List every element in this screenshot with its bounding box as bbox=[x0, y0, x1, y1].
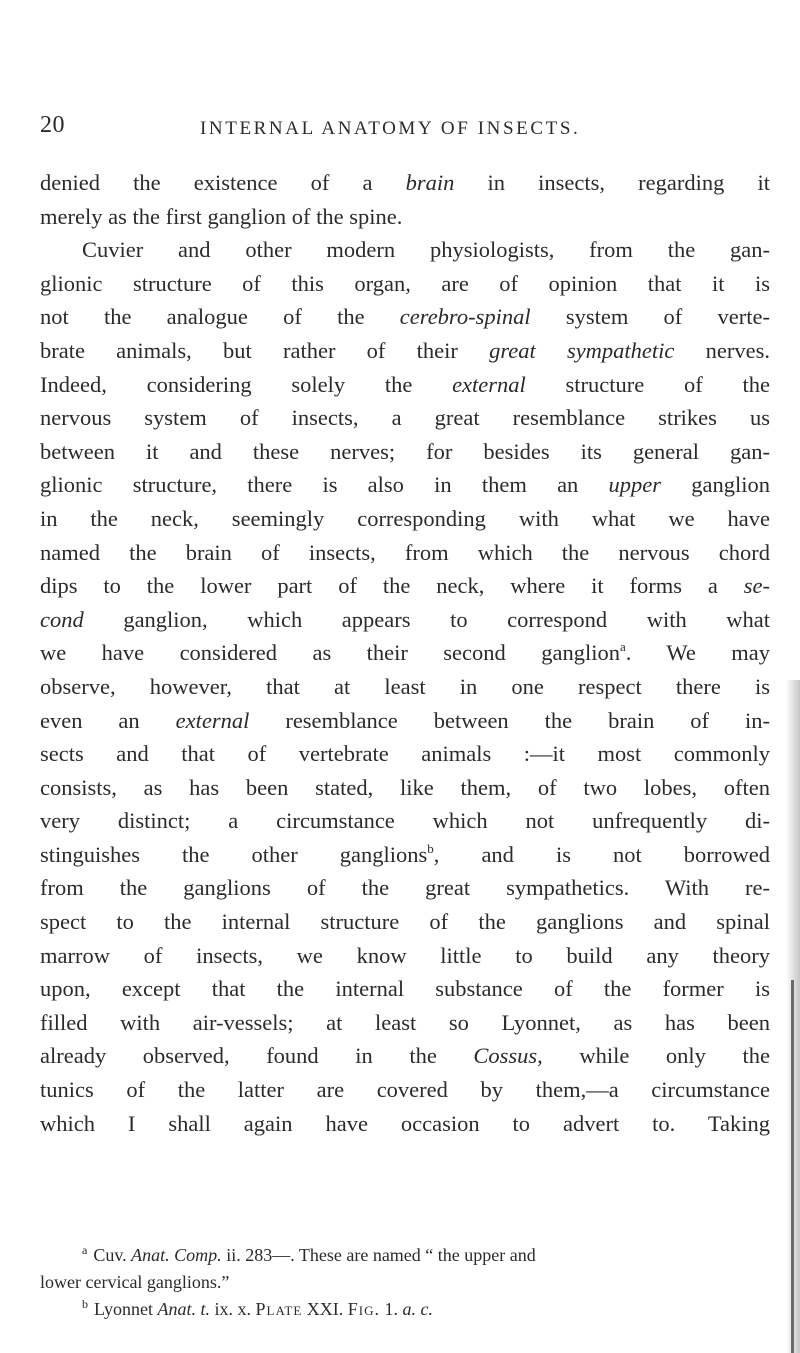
text-line: Cuvier and other modern physiologists, from the gan- bbox=[82, 237, 770, 263]
text-line: cond ganglion, which appears to correspond with what bbox=[40, 606, 770, 632]
text-line: marrow of insects, we know little to build any theory bbox=[40, 942, 770, 968]
text-line: observe, however, that at least in one respect there is bbox=[40, 673, 770, 699]
footnote-a-continued: lower cervical ganglions.” bbox=[40, 1272, 230, 1292]
text-line: between it and these nerves; for besides its general gan- bbox=[40, 438, 770, 464]
text-line: already observed, found in the Cossus, while only the bbox=[40, 1043, 770, 1069]
text-line: very distinct; a circumstance which not unfrequently di- bbox=[40, 808, 770, 834]
text-line: not the analogue of the cerebro-spinal system of verte- bbox=[40, 304, 770, 330]
text-line: upon, except that the internal substance of the former is bbox=[40, 976, 770, 1002]
page-edge-line bbox=[791, 980, 794, 1353]
text-line: filled with air-vessels; at least so Lyonnet, as has been bbox=[40, 1009, 770, 1035]
body-text bbox=[40, 166, 770, 1140]
footnote-a: $^a$ Cuv. Anat. Comp. ii. 283—. These are named “ the upper and bbox=[40, 1242, 770, 1269]
text-line: dips to the lower part of the neck, where it forms a se- bbox=[40, 573, 770, 599]
text-line: which I shall again have occasion to advert to. Taking bbox=[40, 1110, 770, 1136]
text-line: glionic structure, there is also in them an upper ganglion bbox=[40, 472, 770, 498]
text-line: named the brain of insects, from which the nervous chord bbox=[40, 539, 770, 565]
text-line: merely as the first ganglion of the spine. bbox=[40, 203, 403, 229]
footnote-mark-b: b bbox=[82, 1297, 88, 1311]
page-header bbox=[40, 112, 770, 142]
running-head: INTERNAL ANATOMY OF INSECTS. bbox=[200, 118, 581, 139]
footnote-mark-a: a bbox=[82, 1243, 88, 1257]
text-line: consists, as has been stated, like them, of two lobes, often bbox=[40, 774, 770, 800]
footnotes bbox=[40, 1242, 770, 1323]
text-line: even an external resemblance between the brain of in- bbox=[40, 707, 770, 733]
text-line: we have considered as their second ganglion$^a$. We may bbox=[40, 639, 770, 666]
footnote-ref-a: a bbox=[619, 639, 626, 655]
text-line: nervous system of insects, a great resemblance strikes us bbox=[40, 405, 770, 431]
text-line: from the ganglions of the great sympathetics. With re- bbox=[40, 875, 770, 901]
text-line: tunics of the latter are covered by them,—a circumstance bbox=[40, 1077, 770, 1103]
text-line: in the neck, seemingly corresponding with what we have bbox=[40, 505, 770, 531]
footnote-b: $^b$ Lyonnet Anat. t. ix. x. Plate XXI. Fig. 1. a. c. bbox=[40, 1296, 770, 1323]
text-line: stinguishes the other ganglions$^b$, and is not borrowed bbox=[40, 840, 770, 867]
footnote-ref-b: b bbox=[427, 840, 434, 856]
text-line: brate animals, but rather of their great sympathetic nerves. bbox=[40, 337, 770, 363]
text-line: Indeed, considering solely the external structure of the bbox=[40, 371, 770, 397]
text-line: glionic structure of this organ, are of opinion that it is bbox=[40, 270, 770, 296]
text-line: denied the existence of a brain in insects, regarding it bbox=[40, 170, 770, 195]
text-line: sects and that of vertebrate animals :—it most commonly bbox=[40, 741, 770, 767]
page-number: 20 bbox=[40, 112, 65, 138]
text-line: spect to the internal structure of the ganglions and spinal bbox=[40, 909, 770, 935]
